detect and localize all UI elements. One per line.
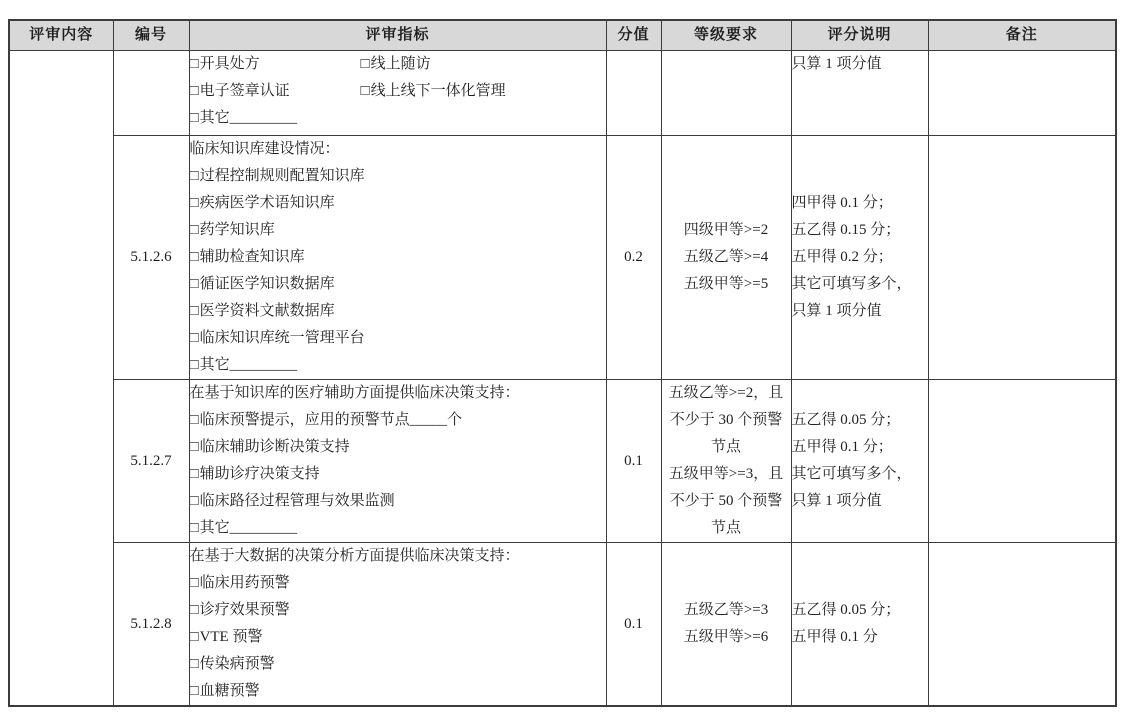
indicator-text: 在基于大数据的决策分析方面提供临床决策支持： (189, 548, 520, 564)
checkbox-icon: □ (189, 683, 199, 699)
table-body (9, 51, 1116, 707)
indicator-segment (190, 141, 340, 157)
remark-cell (928, 380, 1116, 543)
table-header (9, 20, 1116, 51)
scoring-line: 只算 1 项分值 (791, 56, 882, 72)
indicator-text: 其它_________ (199, 357, 298, 373)
indicator-text: 其它_________ (199, 520, 298, 536)
indicator-text: 其它_________ (199, 110, 298, 126)
checkbox-icon: □ (360, 56, 370, 72)
checkbox-icon: □ (360, 83, 370, 99)
checkbox-icon: □ (189, 56, 199, 72)
indicator-cell (189, 380, 606, 543)
table-row (9, 51, 1116, 136)
indicator-line (190, 380, 606, 407)
indicator-segment (190, 51, 361, 78)
indicator-line (190, 271, 606, 298)
checkbox-icon: □ (189, 222, 199, 238)
score-cell (606, 51, 661, 136)
scoring-note-cell (791, 136, 928, 380)
indicator-line (190, 78, 606, 105)
indicator-text: 诊疗效果预警 (199, 602, 290, 618)
indicator-segment (190, 493, 395, 509)
indicator-line (190, 651, 606, 678)
indicator-text: 开具处方 (199, 56, 260, 72)
table-row (9, 136, 1116, 380)
indicator-segment (190, 249, 305, 265)
scoring-line: 只算 1 项分值 (791, 493, 882, 509)
indicator-cell (189, 543, 606, 707)
indicator-line (190, 217, 606, 244)
item-number-cell (113, 51, 189, 136)
indicator-text: 临床用药预警 (199, 575, 290, 591)
indicator-line (190, 325, 606, 352)
checkbox-icon: □ (189, 575, 199, 591)
indicator-text: 药学知识库 (199, 222, 275, 238)
scoring-note-cell (791, 380, 928, 543)
scoring-note-cell (791, 543, 928, 707)
indicator-line (190, 597, 606, 624)
indicator-text: 疾病医学术语知识库 (199, 195, 335, 211)
score-cell: 0.2 (606, 136, 661, 380)
column-header: 分值 (606, 20, 661, 51)
grade-line: 四级甲等>=2 (683, 222, 769, 238)
indicator-line (190, 515, 606, 542)
scoring-note-cell (791, 51, 928, 136)
checkbox-icon: □ (189, 520, 199, 536)
table-row (9, 380, 1116, 543)
scoring-line: 五乙得 0.15 分； (791, 222, 901, 238)
checkbox-icon: □ (189, 195, 199, 211)
scoring-line: 其它可填写多个， (791, 466, 912, 482)
indicator-segment (190, 683, 260, 699)
indicator-cell (189, 51, 606, 136)
grade-line: 五级乙等>=2，且 (668, 385, 784, 401)
scoring-line: 四甲得 0.1 分； (791, 195, 893, 211)
scoring-line: 五甲得 0.1 分 (791, 629, 878, 645)
indicator-segment (361, 83, 506, 99)
indicator-line (190, 163, 606, 190)
indicator-text: 电子签章认证 (199, 83, 290, 99)
indicator-segment (361, 56, 431, 72)
indicator-line (190, 352, 606, 379)
indicator-segment (190, 276, 335, 292)
column-header: 评审指标 (189, 20, 606, 51)
indicator-text: 线上随访 (370, 56, 431, 72)
checkbox-icon: □ (189, 629, 199, 645)
scoring-line: 其它可填写多个， (791, 276, 912, 292)
remark-cell (928, 136, 1116, 380)
checkbox-icon: □ (189, 303, 199, 319)
checkbox-icon: □ (189, 168, 199, 184)
indicator-text: 临床预警提示，应用的预警节点_____个 (199, 412, 463, 428)
grade-requirement-cell (661, 380, 791, 543)
grade-line: 不少于 50 个预警 (669, 493, 783, 509)
indicator-text: 辅助检查知识库 (199, 249, 305, 265)
indicator-line (190, 190, 606, 217)
indicator-segment (190, 602, 290, 618)
indicator-text: 在基于知识库的医疗辅助方面提供临床决策支持： (189, 385, 520, 401)
indicator-segment (190, 78, 361, 105)
grade-requirement-cell (661, 136, 791, 380)
checkbox-icon: □ (189, 330, 199, 346)
indicator-segment (190, 548, 520, 564)
indicator-segment (190, 168, 365, 184)
indicator-text: 临床辅助诊断决策支持 (199, 439, 350, 455)
grade-line: 五级甲等>=6 (683, 629, 769, 645)
indicator-line (190, 461, 606, 488)
column-header: 评审内容 (9, 20, 113, 51)
column-header: 编号 (113, 20, 189, 51)
grade-line: 五级甲等>=5 (683, 276, 769, 292)
item-number-cell: 5.1.2.7 (113, 380, 189, 543)
checkbox-icon: □ (189, 110, 199, 126)
grade-line: 五级甲等>=3，且 (668, 466, 784, 482)
table-row (9, 543, 1116, 707)
checkbox-icon: □ (189, 466, 199, 482)
checkbox-icon: □ (189, 493, 199, 509)
indicator-segment (190, 195, 335, 211)
indicator-text: 传染病预警 (199, 656, 275, 672)
indicator-text: 临床知识库建设情况： (189, 141, 340, 157)
scoring-line: 五甲得 0.1 分； (791, 439, 893, 455)
indicator-line (190, 624, 606, 651)
remark-cell (928, 543, 1116, 707)
scoring-line: 五乙得 0.05 分； (791, 602, 901, 618)
indicator-segment (190, 357, 298, 373)
grade-requirement-cell (661, 51, 791, 136)
indicator-segment (190, 412, 463, 428)
scoring-line: 只算 1 项分值 (791, 303, 882, 319)
indicator-line (190, 543, 606, 570)
indicator-segment (190, 629, 263, 645)
grade-requirement-cell (661, 543, 791, 707)
review-table (8, 19, 1117, 707)
indicator-text: 临床知识库统一管理平台 (199, 330, 365, 346)
item-number-cell: 5.1.2.8 (113, 543, 189, 707)
indicator-cell (189, 136, 606, 380)
column-header: 评分说明 (791, 20, 928, 51)
checkbox-icon: □ (189, 276, 199, 292)
item-number-cell: 5.1.2.6 (113, 136, 189, 380)
column-header: 等级要求 (661, 20, 791, 51)
indicator-line (190, 678, 606, 705)
indicator-line (190, 244, 606, 271)
indicator-segment (190, 575, 290, 591)
indicator-segment (190, 110, 298, 126)
checkbox-icon: □ (189, 249, 199, 265)
indicator-text: 临床路径过程管理与效果监测 (199, 493, 395, 509)
grade-line: 五级乙等>=4 (683, 249, 769, 265)
indicator-line (190, 434, 606, 461)
indicator-segment (190, 439, 350, 455)
indicator-text: 辅助诊疗决策支持 (199, 466, 320, 482)
scoring-line: 五甲得 0.2 分； (791, 249, 893, 265)
checkbox-icon: □ (189, 83, 199, 99)
header-row (9, 20, 1116, 51)
indicator-line (190, 298, 606, 325)
indicator-segment (190, 330, 365, 346)
indicator-segment (190, 385, 520, 401)
indicator-segment (190, 222, 275, 238)
score-cell: 0.1 (606, 543, 661, 707)
indicator-segment (190, 656, 275, 672)
column-header: 备注 (928, 20, 1116, 51)
indicator-text: 血糖预警 (199, 683, 260, 699)
checkbox-icon: □ (189, 439, 199, 455)
grade-line: 节点 (710, 520, 741, 536)
indicator-segment (190, 520, 298, 536)
indicator-line (190, 407, 606, 434)
indicator-line (190, 488, 606, 515)
indicator-text: 循证医学知识数据库 (199, 276, 335, 292)
indicator-line (190, 136, 606, 163)
indicator-text: VTE 预警 (199, 629, 263, 645)
score-cell: 0.1 (606, 380, 661, 543)
checkbox-icon: □ (189, 412, 199, 428)
review-content-cell (9, 51, 113, 707)
indicator-line (190, 51, 606, 78)
remark-cell (928, 51, 1116, 136)
grade-line: 节点 (710, 439, 741, 455)
checkbox-icon: □ (189, 656, 199, 672)
indicator-text: 过程控制规则配置知识库 (199, 168, 365, 184)
grade-line: 不少于 30 个预警 (669, 412, 783, 428)
indicator-text: 医学资料文献数据库 (199, 303, 335, 319)
checkbox-icon: □ (189, 602, 199, 618)
scoring-line: 五乙得 0.05 分； (791, 412, 901, 428)
indicator-line (190, 105, 606, 132)
indicator-segment (190, 303, 335, 319)
checkbox-icon: □ (189, 357, 199, 373)
grade-line: 五级乙等>=3 (683, 602, 769, 618)
indicator-line (190, 570, 606, 597)
indicator-text: 线上线下一体化管理 (370, 83, 506, 99)
indicator-segment (190, 466, 320, 482)
